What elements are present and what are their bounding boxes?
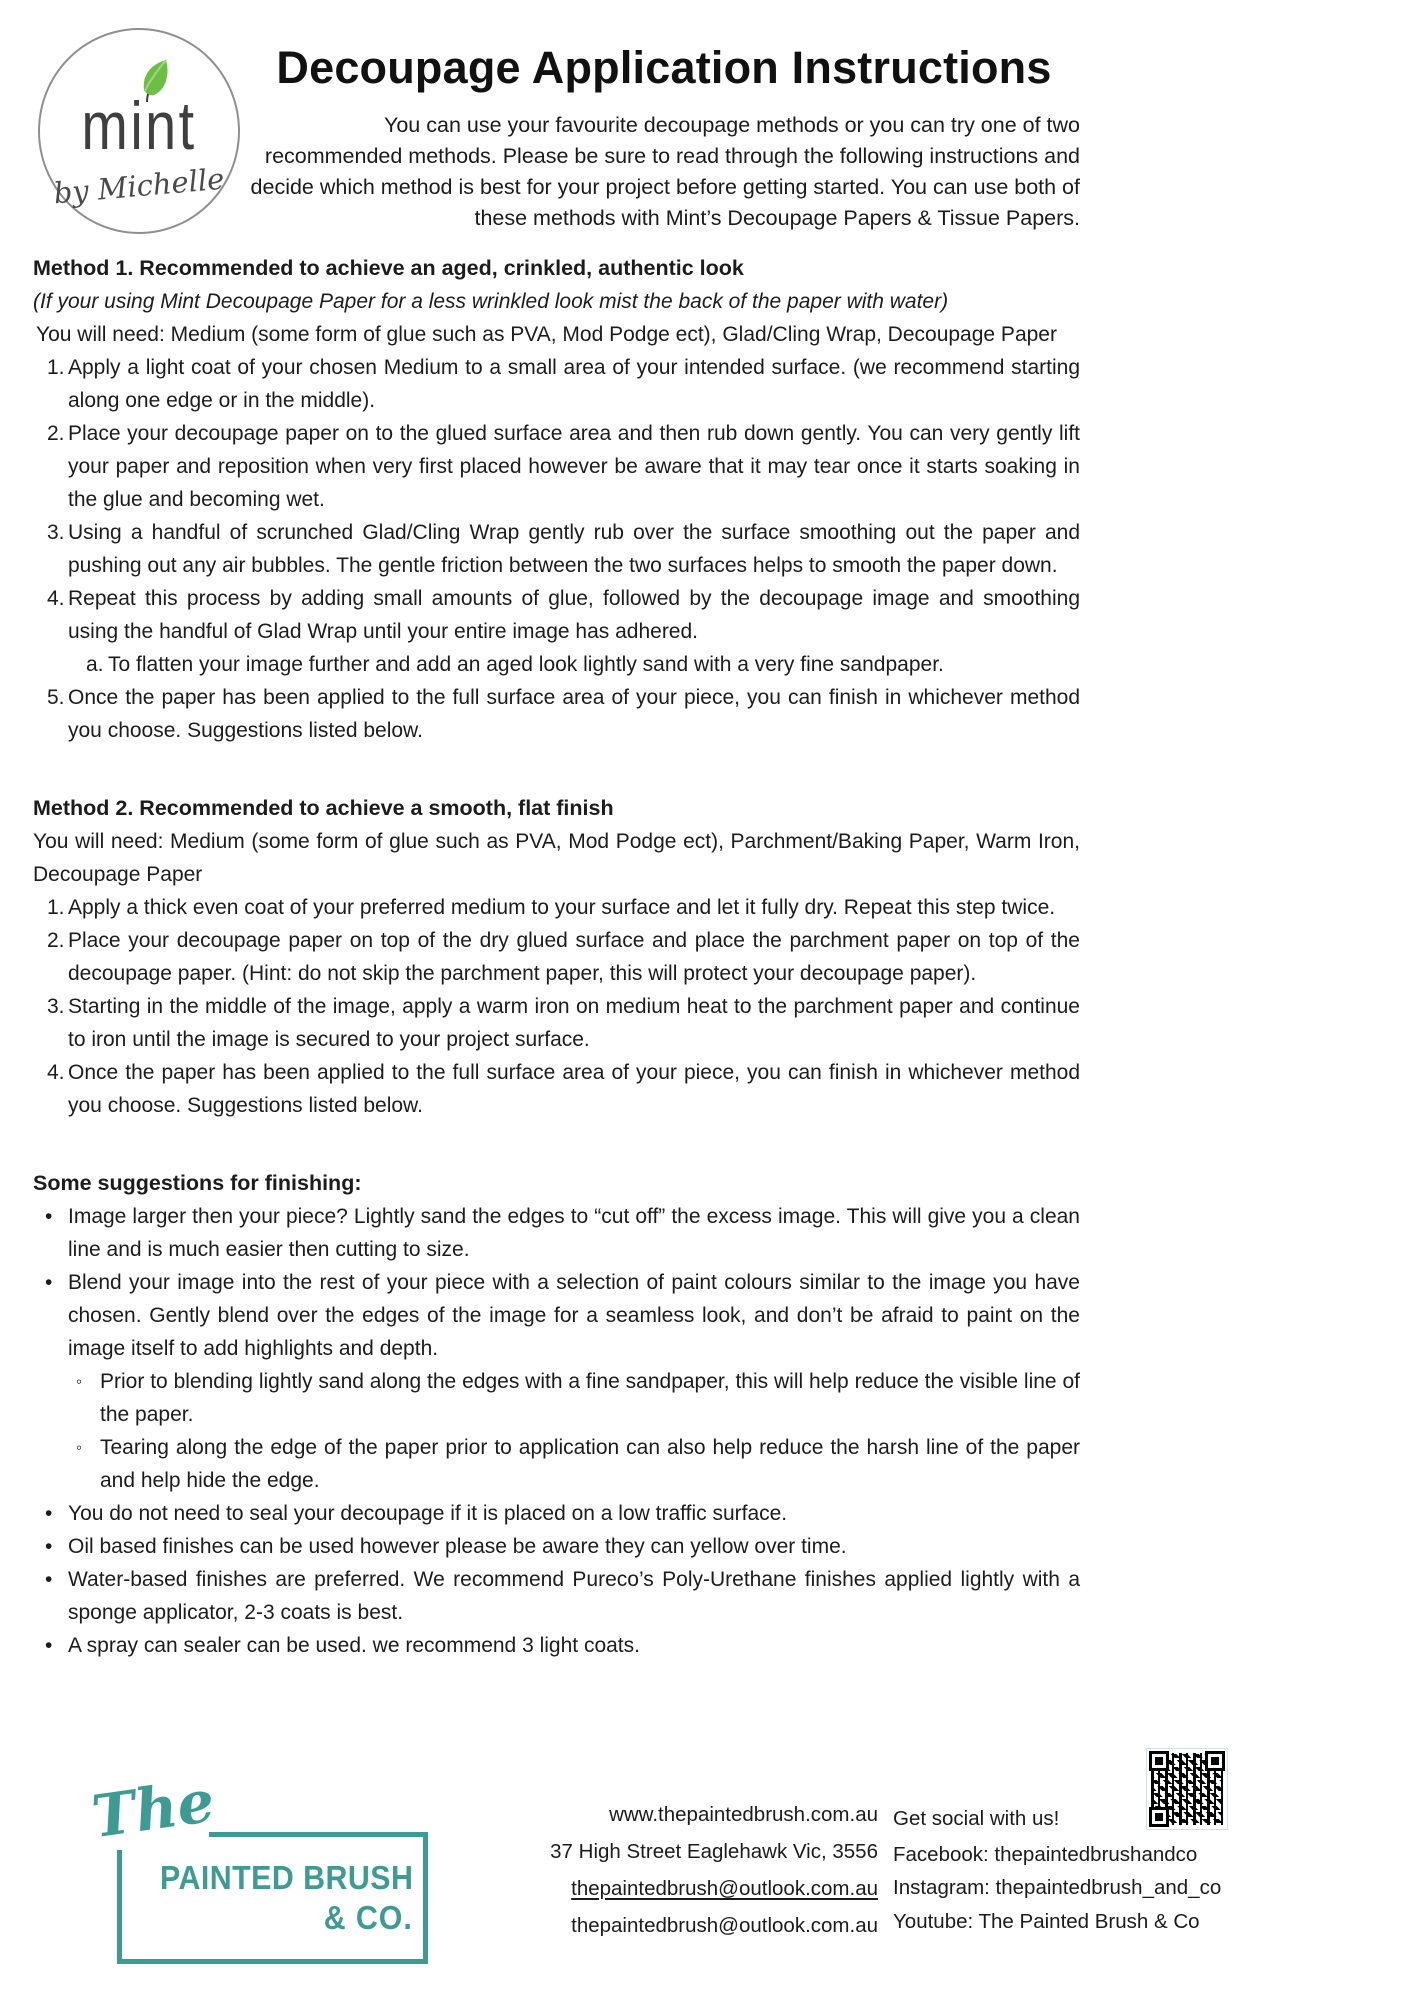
bullet-marker: • [45,1535,53,1558]
mint-by-michelle-logo [38,28,240,234]
list-item [33,990,1080,1056]
list-marker: 5. [47,686,65,709]
bullet-text: Tearing along the edge of the paper prior to application can also help reduce the harsh line of the paper and help hide the edge. [100,1436,1080,1492]
bullet-text: Prior to blending lightly sand along the edges with a fine sandpaper, this will help reduce the visible line of the paper. [100,1370,1080,1426]
bullet-text: Blend your image into the rest of your piece with a selection of paint colours similar to the image you have chosen. Gently blend over the edges of the image for a seamless look, and don’t be afraid to paint on the image itself to add highlights and depth. [68,1271,1080,1360]
list-item-text: Place your decoupage paper on top of the dry glued surface and place the parchment paper on top of the decoupage paper. (Hint: do not skip the parchment paper, this will protect your decoupage paper). [68,929,1080,985]
bullet-marker: • [45,1205,53,1228]
bullet-text: Oil based finishes can be used however please be aware they can yellow over time. [68,1535,847,1558]
bullet-item [33,1200,1080,1266]
list-item [33,891,1080,924]
bullet-text: A spray can sealer can be used. we recommend 3 light coats. [68,1634,640,1657]
list-item-text: Repeat this process by adding small amounts of glue, followed by the decoupage image and smoothing using the handful of Glad Wrap until your entire image has adhered. [68,587,1080,643]
bullet-marker: • [45,1502,53,1525]
list-marker: a. [86,653,104,676]
list-item-text: Once the paper has been applied to the full surface area of your piece, you can finish in whichever method you choose. Suggestions listed below. [68,1061,1080,1117]
bullet-text: Water-based finishes are preferred. We recommend Pureco’s Poly-Urethane finishes applied lightly with a sponge applicator, 2-3 coats is best. [68,1568,1080,1624]
bullet-subitem [33,1431,1080,1497]
method2-heading: Method 2. Recommended to achieve a smooth, flat finish [33,796,614,820]
list-item [33,681,1080,747]
list-marker: 1. [47,356,65,379]
list-marker: 1. [47,896,65,919]
instructions-body [33,252,1080,1662]
list-item-text: Apply a light coat of your chosen Medium to a small area of your intended surface. (we recommend starting along one edge or in the middle). [68,356,1080,412]
bullet-marker: • [45,1634,53,1657]
list-item-text: To flatten your image further and add an aged look lightly sand with a very fine sandpaper. [108,653,944,676]
list-item [33,924,1080,990]
list-item [33,351,1080,417]
bullet-item [33,1629,1080,1662]
list-marker: 2. [47,929,65,952]
painted-brush-logo-frame [117,1832,428,1964]
bullet-marker: ◦ [76,1372,83,1391]
bullet-item [33,1266,1080,1365]
list-item-text: Apply a thick even coat of your preferred medium to your surface and let it fully dry. Repeat this step twice. [68,896,1056,919]
street-address: 37 High Street Eaglehawk Vic, 3556 [550,1840,878,1863]
bullet-text: Image larger then your piece? Lightly sand the edges to “cut off” the excess image. This will give you a clean line and is much easier then cutting to size. [68,1205,1080,1261]
youtube-handle: Youtube: The Painted Brush & Co [893,1909,1200,1933]
bullet-text: You do not need to seal your decoupage if it is placed on a low traffic surface. [68,1502,788,1525]
email-link[interactable]: thepaintedbrush@outlook.com.au [571,1877,878,1900]
bullet-subitem [33,1365,1080,1431]
painted-brush-logo-the: The [87,1766,219,1852]
list-marker: 3. [47,521,65,544]
instagram-handle: Instagram: thepaintedbrush_and_co [893,1876,1222,1899]
list-item [33,417,1080,516]
list-item-text: Once the paper has been applied to the full surface area of your piece, you can finish in whichever method you choose. Suggestions listed below. [68,686,1080,742]
list-item-text: Starting in the middle of the image, apply a warm iron on medium heat to the parchment paper and continue to iron until the image is secured to your project surface. [68,995,1080,1051]
method1-materials: You will need: Medium (some form of glue such as PVA, Mod Podge ect), Glad/Cling Wrap, Decoupage Paper [36,323,1057,346]
method2-materials: You will need: Medium (some form of glue such as PVA, Mod Podge ect), Parchment/Baking Paper, Warm Iron, Decoupage Paper [33,830,1080,886]
footer-contact-block [455,1796,878,1944]
method1-heading: Method 1. Recommended to achieve an aged, crinkled, authentic look [33,256,744,280]
page-title: Decoupage Application Instructions [276,42,1052,93]
facebook-handle: Facebook: thepaintedbrushandco [893,1842,1198,1866]
bullet-item [33,1563,1080,1629]
list-marker: 4. [47,587,65,610]
email-address: thepaintedbrush@outlook.com.au [571,1914,878,1937]
bullet-marker: • [45,1568,53,1591]
list-item [33,1056,1080,1122]
painted-brush-logo [87,1766,436,1970]
list-item-text: Place your decoupage paper on to the glued surface area and then rub down gently. You can very gently lift your paper and reposition when very first placed however be aware that it may tear once it starts soaking in the glue and becoming wet. [68,422,1080,511]
bullet-item [33,1497,1080,1530]
list-item [33,582,1080,648]
bullet-marker: ◦ [76,1438,83,1457]
mint-logo-byline: by Michelle [52,161,226,211]
intro-paragraph: You can use your favourite decoupage methods or you can try one of two recommended methods. Please be sure to read through the following instructions and decide which method is best for your project before getting started. You can use both of these methods with Mint’s Decoupage Papers & Tissue Papers. [250,112,1080,230]
painted-brush-logo-line1: PAINTED BRUSH [159,1859,413,1896]
painted-brush-logo-line2: & CO. [324,1899,413,1936]
list-marker: 2. [47,422,65,445]
qr-code-image [1146,1748,1228,1830]
bullet-marker: • [45,1271,53,1294]
list-subitem [33,648,1080,681]
list-item [33,516,1080,582]
bullet-item [33,1530,1080,1563]
header [0,0,1414,252]
mint-logo-wordmark: mint [81,88,197,164]
website-url: www.thepaintedbrush.com.au [609,1803,878,1826]
list-marker: 4. [47,1061,65,1084]
list-item-text: Using a handful of scrunched Glad/Cling Wrap gently rub over the surface smoothing out the paper and pushing out any air bubbles. The gentle friction between the two surfaces helps to smooth the paper down. [68,521,1080,577]
method1-note: (If your using Mint Decoupage Paper for a less wrinkled look mist the back of the paper with water) [33,290,949,313]
list-marker: 3. [47,995,65,1018]
social-heading: Get social with us! [893,1807,1060,1830]
finishing-heading: Some suggestions for finishing: [33,1171,362,1195]
footer [0,1744,1414,2000]
